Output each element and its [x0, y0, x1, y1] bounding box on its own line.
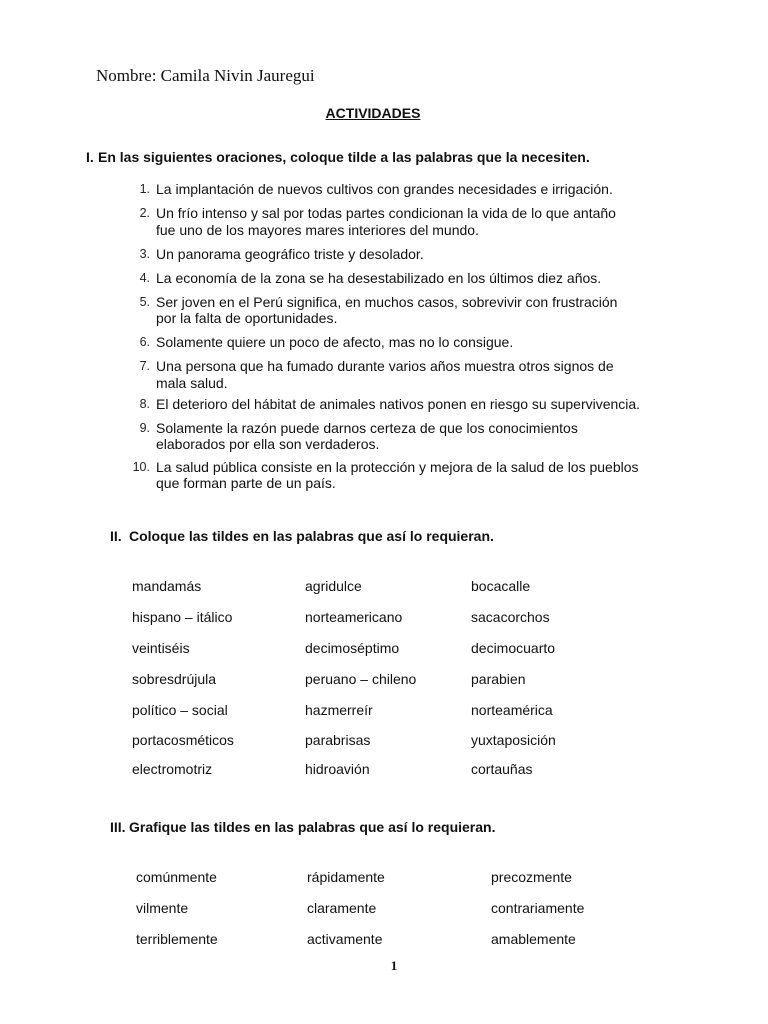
word-item: sacacorchos	[471, 609, 550, 625]
word-item: cortauñas	[471, 761, 533, 777]
list-item-text: mala salud.	[156, 374, 228, 391]
list-item-text: por la falta de oportunidades.	[156, 310, 338, 326]
word-item: activamente	[307, 931, 383, 947]
list-item	[130, 205, 710, 238]
list-item	[130, 334, 710, 351]
word-item: bocacalle	[471, 578, 531, 594]
word-item: hazmerreír	[305, 702, 373, 718]
section-1-heading	[86, 149, 590, 165]
list-item-number: 10.	[132, 459, 150, 474]
list-item-number: 1.	[139, 182, 150, 196]
section-2-heading	[110, 528, 494, 544]
section-3-heading	[110, 819, 495, 835]
list-item	[130, 181, 710, 198]
list-item-number: 2.	[139, 206, 150, 220]
list-item-text: fue uno de los mayores mares interiores del mundo.	[156, 221, 479, 238]
list-item	[130, 270, 710, 287]
word-item: político – social	[132, 702, 228, 718]
list-item-number: 4.	[139, 270, 150, 285]
list-item-number: 7.	[139, 359, 150, 373]
list-item-text: El deterioro del hábitat de animales nativos ponen en riesgo su supervivencia.	[156, 395, 641, 412]
list-item	[130, 396, 710, 413]
word-item: norteamericano	[305, 609, 403, 625]
word-item: peruano – chileno	[305, 671, 417, 687]
word-item: agridulce	[305, 578, 362, 594]
sentence-list	[130, 181, 710, 492]
word-item: yuxtaposición	[471, 732, 556, 748]
word-item: norteamérica	[471, 702, 553, 718]
word-item: terriblemente	[136, 931, 218, 947]
word-item: portacosméticos	[132, 732, 234, 748]
word-item: parabrisas	[305, 732, 371, 748]
word-item: hidroavión	[305, 761, 370, 777]
page-title: ACTIVIDADES	[325, 105, 421, 121]
list-item	[130, 294, 710, 327]
list-item	[130, 420, 710, 453]
list-item	[130, 459, 710, 492]
list-item-text: La salud pública consiste en la protección y mejora de la salud de los pueblos	[156, 458, 639, 475]
word-item: vilmente	[136, 900, 189, 916]
list-item-text: Un frío intenso y sal por todas partes condicionan la vida de lo que antaño	[156, 205, 616, 221]
word-item: veintiséis	[132, 640, 190, 656]
list-item	[130, 358, 710, 391]
word-item: precozmente	[491, 869, 572, 885]
section-1-number: I.	[86, 149, 94, 165]
list-item-number: 9.	[139, 420, 150, 435]
list-item	[130, 246, 710, 263]
list-item-text: Una persona que ha fumado durante varios años muestra otros signos de	[156, 358, 614, 374]
list-item-text: que forman parte de un país.	[156, 475, 336, 491]
section-3-number: III.	[110, 819, 126, 835]
student-name: Nombre: Camila Nivin Jauregui	[96, 66, 315, 85]
list-item-text: elaborados por ella son verdaderos.	[156, 436, 380, 452]
word-item: rápidamente	[307, 869, 385, 885]
list-item-text: Ser joven en el Perú significa, en muchos casos, sobrevivir con frustración	[156, 293, 618, 310]
list-item-number: 3.	[139, 246, 150, 261]
word-item: contrariamente	[491, 900, 585, 916]
page-number: 1	[390, 958, 398, 973]
word-item: claramente	[307, 900, 377, 916]
word-item: decimocuarto	[471, 640, 556, 656]
list-item-number: 8.	[139, 396, 150, 411]
list-item-text: Solamente quiere un poco de afecto, mas no lo consigue.	[156, 334, 514, 350]
list-item-text: Un panorama geográfico triste y desolador.	[156, 245, 424, 262]
word-item: comúnmente	[136, 869, 217, 885]
section-3-heading-text: Grafique las tildes en las palabras que así lo requieran.	[129, 819, 496, 835]
word-item: sobresdrújula	[132, 671, 217, 687]
section-2-number: II.	[110, 528, 122, 544]
word-item: electromotriz	[132, 761, 213, 777]
word-item: hispano – itálico	[132, 609, 233, 625]
list-item-text: Solamente la razón puede darnos certeza de que los conocimientos	[156, 419, 578, 436]
word-item: amablemente	[491, 931, 576, 947]
section-1-heading-text: En las siguientes oraciones, coloque tilde a las palabras que la necesiten.	[98, 149, 590, 165]
list-item-text: La implantación de nuevos cultivos con grandes necesidades e irrigación.	[156, 181, 613, 197]
section-2-heading-text: Coloque las tildes en las palabras que así lo requieran.	[129, 528, 494, 544]
list-item-number: 5.	[139, 294, 150, 309]
list-item-text: La economía de la zona se ha desestabilizado en los últimos diez años.	[156, 269, 602, 286]
word-item: parabien	[471, 671, 526, 687]
word-item: mandamás	[132, 578, 202, 594]
list-item-number: 6.	[139, 335, 150, 349]
word-item: decimoséptimo	[305, 640, 400, 656]
